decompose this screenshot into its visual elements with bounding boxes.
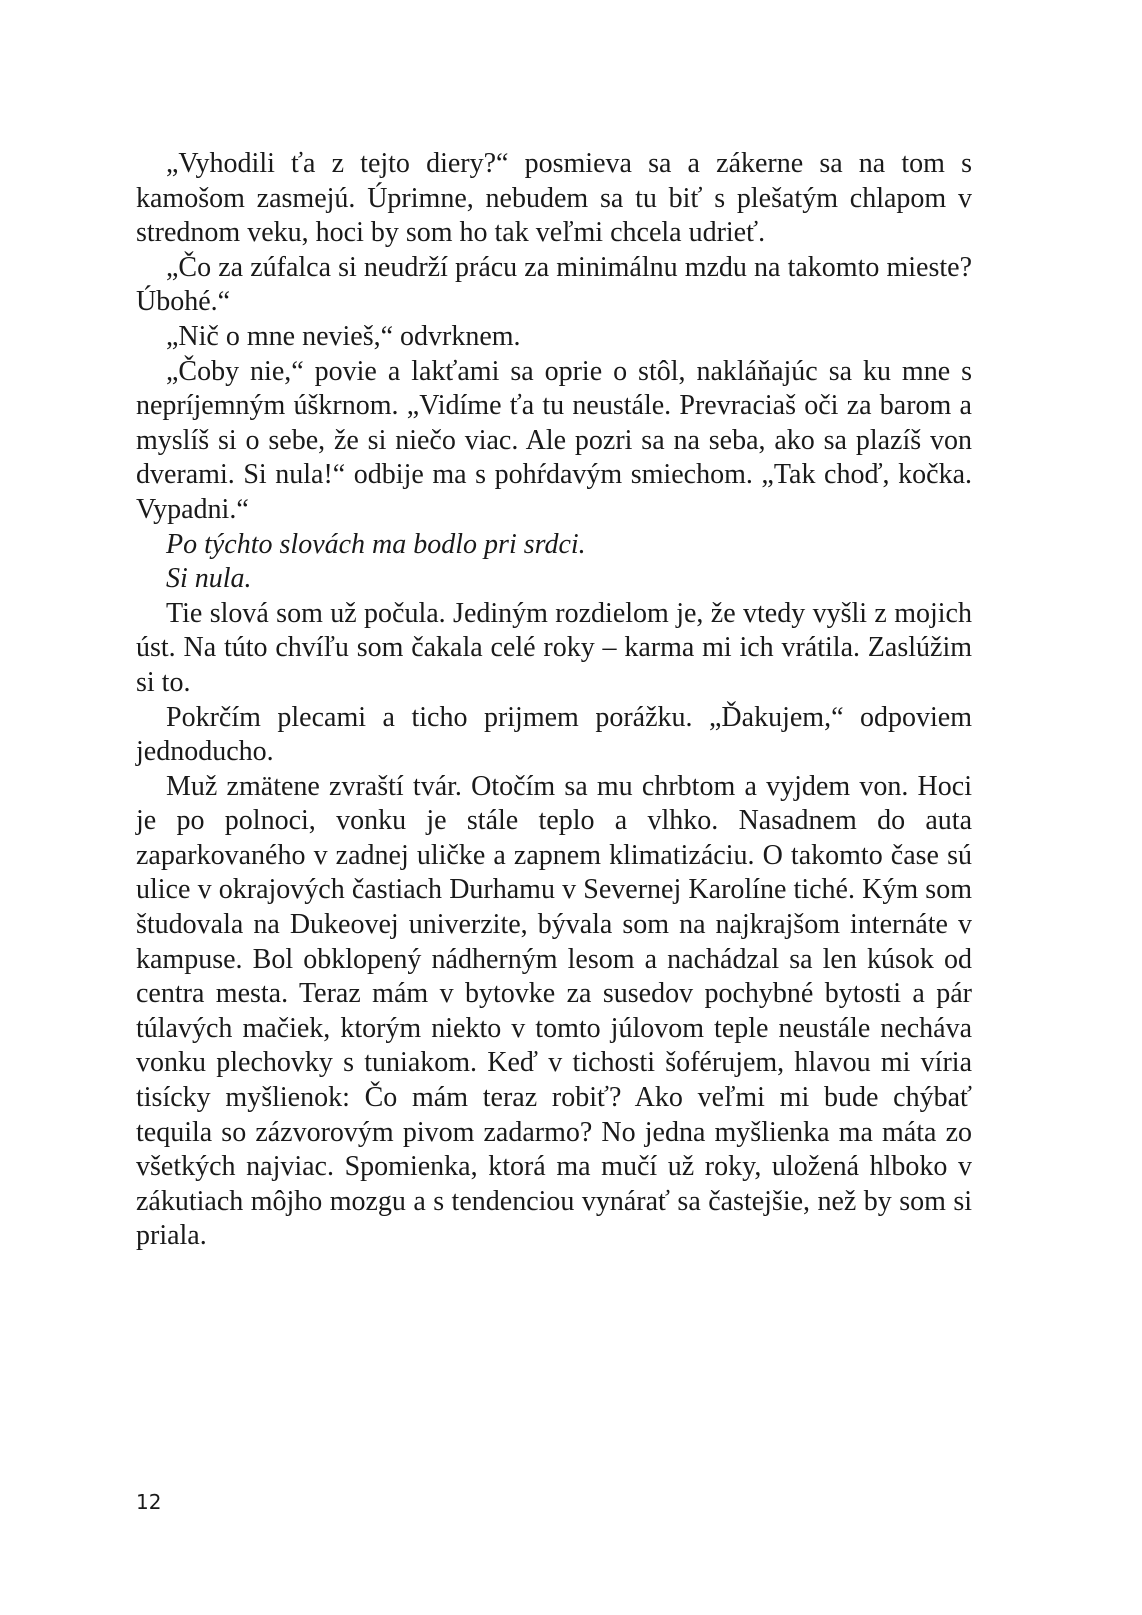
paragraph-7: Tie slová som už počula. Jediným rozdielom je, že vtedy vyšli z mojich úst. Na túto chvíľu som čakala celé roky – karma mi ich vrátila. Zaslúžim si to. [136, 597, 972, 698]
paragraph-3: „Nič o mne nevieš,“ odvrknem. [166, 320, 521, 352]
page-number: 12 [136, 1490, 162, 1514]
paragraph-5-italic: Po týchto slovách ma bodlo pri srdci. [166, 528, 586, 560]
paragraph-6-italic: Si nula. [166, 563, 252, 595]
paragraph-9: Muž zmätene zvraští tvár. Otočím sa mu chrbtom a vyjdem von. Hoci je po polnoci, vonku je stále teplo a vlhko. Nasadnem do auta zaparkovaného v zadnej uličke a zapnem klimatizáciu. O takomto čase sú ulice v okrajových častiach Durhamu v Severnej Karolíne tiché. Kým som študovala na Dukeovej univerzite, bývala som na najkrajšom internáte v kampuse. Bol obklopený nádherným lesom a nachádzal sa len kúsok od centra mesta. Teraz mám v bytovke za susedov pochybné bytosti a pár túlavých mačiek, ktorým niekto v tomto júlovom teple neustále necháva vonku plechovky s tuniakom. Keď v tichosti šoférujem, hlavou mi víria tisícky myšlienok: Čo mám teraz robiť? Ako veľmi mi bude chýbať tequila so zázvorovým pivom zadarmo? No jedna myšlienka ma máta zo všetkých najviac. Spomienka, ktorá ma mučí už roky, uložená hlboko v zákutiach môjho mozgu a s tendenciou vynárať sa častejšie, než by som si priala. [136, 770, 972, 1252]
paragraph-2: „Čo za zúfalca si neudrží prácu za minimálnu mzdu na takomto mieste? Úbohé.“ [136, 251, 972, 318]
paragraph-4: „Čoby nie,“ povie a lakťami sa oprie o stôl, nakláňajúc sa ku mne s nepríjemným úškrnom. „Vidíme ťa tu neustále. Prevraciaš oči za barom a myslíš si o sebe, že si niečo viac. Ale pozri sa na seba, ako sa plazíš von dverami. Si nula!“ odbije ma s pohŕdavým smiechom. „Tak choď, kočka. Vypadni.“ [136, 355, 972, 525]
paragraph-1: „Vyhodili ťa z tejto diery?“ posmieva sa a zákerne sa na tom s kamošom zasmejú. Úprimne, nebudem sa tu biť s plešatým chlapom v strednom veku, hoci by som ho tak veľmi chcela udrieť. [136, 148, 972, 249]
body-text [136, 147, 972, 1254]
paragraph-8: Pokrčím plecami a ticho prijmem porážku. „Ďakujem,“ odpoviem jednoducho. [136, 701, 972, 768]
